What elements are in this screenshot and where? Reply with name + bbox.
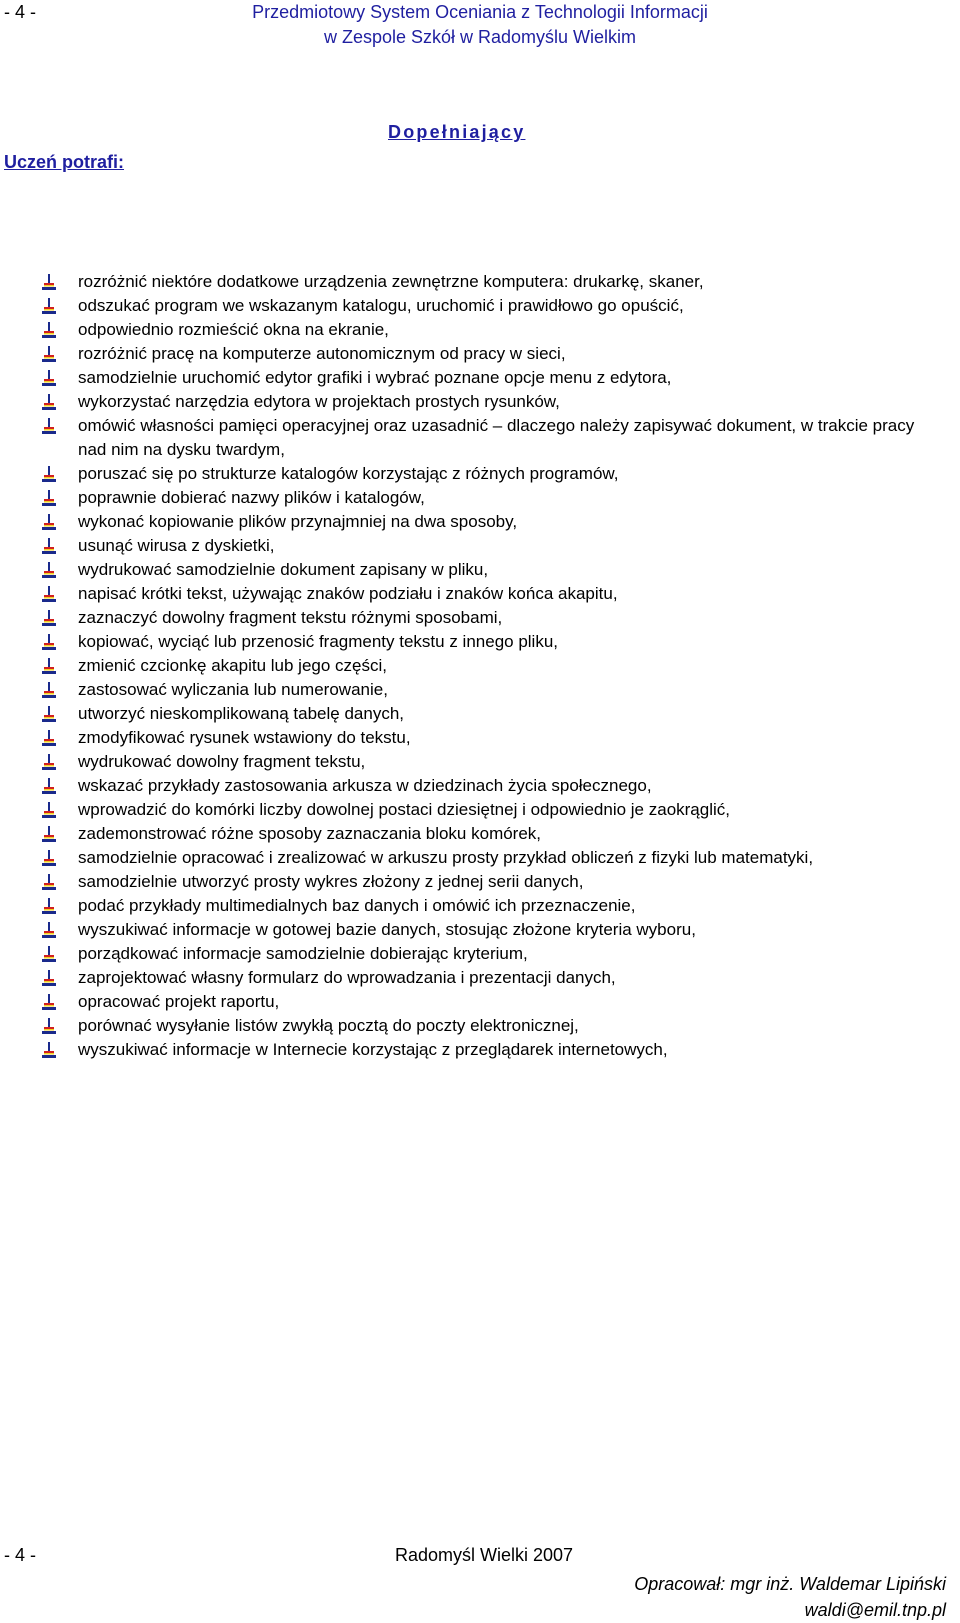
arrow-down-bullet-icon <box>42 898 56 914</box>
header-title-line1: Przedmiotowy System Oceniania z Technologii Informacji <box>252 2 708 22</box>
arrow-down-bullet-icon <box>42 298 56 314</box>
arrow-down-bullet-icon <box>42 754 56 770</box>
skill-text: rozróżnić niektóre dodatkowe urządzenia zewnętrzne komputera: drukarkę, skaner, <box>78 272 704 291</box>
skill-item <box>42 294 942 318</box>
arrow-down-bullet-icon <box>42 778 56 794</box>
skill-text: napisać krótki tekst, używając znaków podziału i znaków końca akapitu, <box>78 584 618 603</box>
skill-text: kopiować, wyciąć lub przenosić fragmenty tekstu z innego pliku, <box>78 632 559 651</box>
skill-item <box>42 630 942 654</box>
skill-text: wykorzystać narzędzia edytora w projektach prostych rysunków, <box>78 392 560 411</box>
arrow-down-bullet-icon <box>42 490 56 506</box>
skill-text: poprawnie dobierać nazwy plików i katalogów, <box>78 488 425 507</box>
skill-item <box>42 1038 942 1062</box>
arrow-down-bullet-icon <box>42 466 56 482</box>
skill-item <box>42 774 942 798</box>
skill-text: poruszać się po strukturze katalogów korzystając z różnych programów, <box>78 464 619 483</box>
arrow-down-bullet-icon <box>42 826 56 842</box>
skill-item <box>42 318 942 342</box>
skill-text: zmodyfikować rysunek wstawiony do tekstu, <box>78 728 411 747</box>
arrow-down-bullet-icon <box>42 562 56 578</box>
arrow-down-bullet-icon <box>42 946 56 962</box>
skill-text: zademonstrować różne sposoby zaznaczania bloku komórek, <box>78 824 542 843</box>
header-title <box>200 0 760 50</box>
arrow-down-bullet-icon <box>42 682 56 698</box>
arrow-down-bullet-icon <box>42 706 56 722</box>
skill-item <box>42 702 942 726</box>
arrow-down-bullet-icon <box>42 922 56 938</box>
arrow-down-bullet-icon <box>42 274 56 290</box>
arrow-down-bullet-icon <box>42 802 56 818</box>
skill-item <box>42 606 942 630</box>
skill-text: wydrukować samodzielnie dokument zapisany w pliku, <box>78 560 489 579</box>
skill-text: porównać wysyłanie listów zwykłą pocztą do poczty elektronicznej, <box>78 1016 579 1035</box>
arrow-down-bullet-icon <box>42 418 56 434</box>
skill-item <box>42 846 942 870</box>
skill-item <box>42 1014 942 1038</box>
skill-text: zaprojektować własny formularz do wprowadzania i prezentacji danych, <box>78 968 616 987</box>
skill-item <box>42 462 942 486</box>
skill-item <box>42 414 942 462</box>
pupil-label: Uczeń potrafi: <box>4 152 125 172</box>
skill-item <box>42 342 942 366</box>
arrow-down-bullet-icon <box>42 514 56 530</box>
skill-item <box>42 678 942 702</box>
skill-text: wprowadzić do komórki liczby dowolnej postaci dziesiętnej i odpowiednio je zaokrąglić, <box>78 800 730 819</box>
skill-text: samodzielnie opracować i zrealizować w arkuszu prosty przykład obliczeń z fizyki lub matematyki, <box>78 848 814 867</box>
skill-text: wydrukować dowolny fragment tekstu, <box>78 752 366 771</box>
arrow-down-bullet-icon <box>42 730 56 746</box>
arrow-down-bullet-icon <box>42 538 56 554</box>
skill-item <box>42 582 942 606</box>
skill-item <box>42 870 942 894</box>
skill-item <box>42 270 942 294</box>
header-title-line2: w Zespole Szkół w Radomyślu Wielkim <box>323 27 637 47</box>
skill-item <box>42 534 942 558</box>
skill-text: wskazać przykłady zastosowania arkusza w dziedzinach życia społecznego, <box>78 776 652 795</box>
arrow-down-bullet-icon <box>42 610 56 626</box>
skill-text: opracować projekt raportu, <box>78 992 280 1011</box>
skill-item <box>42 390 942 414</box>
arrow-down-bullet-icon <box>42 322 56 338</box>
skill-item <box>42 942 942 966</box>
skill-item <box>42 366 942 390</box>
skill-text: zastosować wyliczania lub numerowanie, <box>78 680 388 699</box>
skill-text: porządkować informacje samodzielnie dobierając kryterium, <box>78 944 528 963</box>
skill-item <box>42 822 942 846</box>
skill-item <box>42 486 942 510</box>
footer-author: Opracował: mgr inż. Waldemar Lipiński <box>634 1574 946 1594</box>
arrow-down-bullet-icon <box>42 394 56 410</box>
skill-item <box>42 750 942 774</box>
skill-item <box>42 894 942 918</box>
footer-email: waldi@emil.tnp.pl <box>804 1600 946 1620</box>
skill-text: samodzielnie uruchomić edytor grafiki i wybrać poznane opcje menu z edytora, <box>78 368 672 387</box>
arrow-down-bullet-icon <box>42 634 56 650</box>
arrow-down-bullet-icon <box>42 346 56 362</box>
footer-place-year: Radomyśl Wielki 2007 <box>395 1545 574 1565</box>
skill-text: usunąć wirusa z dyskietki, <box>78 536 275 555</box>
skill-text: zmienić czcionkę akapitu lub jego części, <box>78 656 387 675</box>
skill-text: samodzielnie utworzyć prosty wykres złożony z jednej serii danych, <box>78 872 584 891</box>
arrow-down-bullet-icon <box>42 586 56 602</box>
skill-text: odszukać program we wskazanym katalogu, uruchomić i prawidłowo go opuścić, <box>78 296 684 315</box>
arrow-down-bullet-icon <box>42 970 56 986</box>
skill-text: omówić własności pamięci operacyjnej oraz uzasadnić – dlaczego należy zapisywać dokument, w trakcie pracy nad nim na dysku twardym, <box>78 416 915 459</box>
skill-text: wyszukiwać informacje w gotowej bazie danych, stosując złożone kryteria wyboru, <box>78 920 696 939</box>
skill-item <box>42 726 942 750</box>
skill-item <box>42 654 942 678</box>
arrow-down-bullet-icon <box>42 370 56 386</box>
skill-item <box>42 990 942 1014</box>
arrow-down-bullet-icon <box>42 874 56 890</box>
footer-author-block <box>634 1571 946 1623</box>
arrow-down-bullet-icon <box>42 658 56 674</box>
skill-item <box>42 798 942 822</box>
skill-text: podać przykłady multimedialnych baz danych i omówić ich przeznaczenie, <box>78 896 636 915</box>
skill-text: zaznaczyć dowolny fragment tekstu różnymi sposobami, <box>78 608 503 627</box>
skill-text: rozróżnić pracę na komputerze autonomicznym od pracy w sieci, <box>78 344 566 363</box>
level-title: Dopełniający <box>388 122 526 142</box>
skill-item <box>42 966 942 990</box>
arrow-down-bullet-icon <box>42 994 56 1010</box>
skill-text: wyszukiwać informacje w Internecie korzystając z przeglądarek internetowych, <box>78 1040 668 1059</box>
skill-item <box>42 558 942 582</box>
arrow-down-bullet-icon <box>42 850 56 866</box>
skills-list <box>42 270 942 1062</box>
skill-item <box>42 918 942 942</box>
arrow-down-bullet-icon <box>42 1018 56 1034</box>
skill-text: wykonać kopiowanie plików przynajmniej na dwa sposoby, <box>78 512 518 531</box>
skill-text: odpowiednio rozmieścić okna na ekranie, <box>78 320 389 339</box>
footer-page-number: - 4 - <box>4 1545 37 1565</box>
skill-text: utworzyć nieskomplikowaną tabelę danych, <box>78 704 405 723</box>
header-page-number: - 4 - <box>4 2 37 22</box>
skill-item <box>42 510 942 534</box>
arrow-down-bullet-icon <box>42 1042 56 1058</box>
